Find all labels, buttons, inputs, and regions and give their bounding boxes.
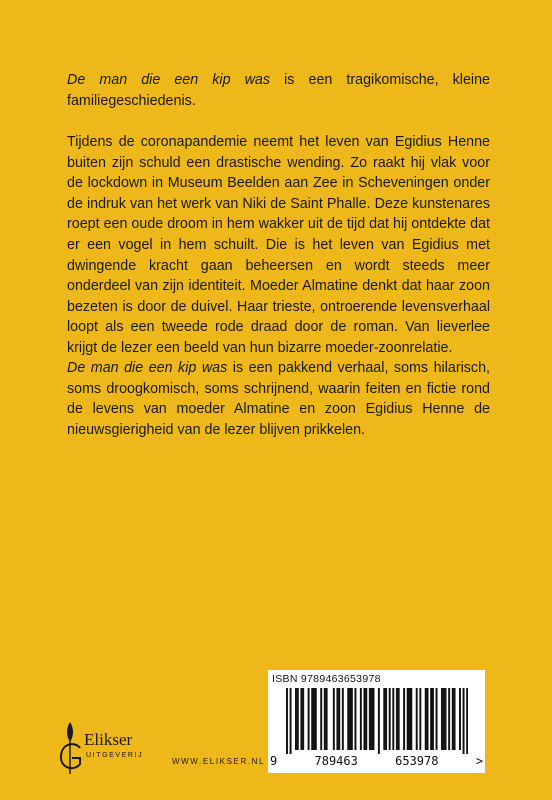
barcode-bar [302, 688, 304, 750]
barcode-bar [425, 688, 427, 750]
barcode-bar [398, 688, 400, 750]
feather-g-icon [56, 718, 86, 776]
barcode-bar [459, 688, 461, 750]
publisher-subtitle: UITGEVERIJ [86, 752, 144, 759]
barcode [286, 688, 468, 754]
barcode-bar [363, 688, 365, 750]
barcode-bar [295, 688, 297, 750]
blurb-paragraph-2: Tijdens de coronapandemie neemt het leven van Egidius Henne buiten zijn schuld een drastische wending. Zo raakt hij vlak voor de lockdown in Museum Beelden aan Zee in Scheveningen onder de indruk van het werk van Niki de Saint Phalle. Deze kunstenares roept een oude droom in hem wakker uit de tijd dat hij ontdekte dat er een vogel in hem schuilt. Die is het leven van Egidius met dwingende kracht gaan beheersen en wordt steeds meer onderdeel van zijn identiteit. Moeder Almatine denkt dat haar zoon bezeten is door de duivel. Haar trieste, ontroerende levensverhaal loopt als een tweede rode draad door de roman. Van lieverlee krijgt de lezer een beeld van hun bizarre moeder-zoonrelatie. [67, 134, 490, 356]
barcode-bar [443, 688, 445, 750]
barcode-bar [441, 688, 443, 750]
blurb-text: is een tragikomische, kleine familiegeschiedenis. [67, 72, 490, 109]
barcode-digit-end: > [475, 754, 483, 768]
barcode-bar [430, 688, 432, 750]
barcode-bar [427, 688, 429, 750]
blurb-text: is een pakkend verhaal, soms hilarisch, soms droogkomisch, soms schrijnend, waarin feiten en fictie rond de levens van moeder Almatine en zoon Egidius Henne de nieuwsgierigheid van de lezer blijven prikkelen. [67, 360, 491, 438]
blurb-paragraph-3 [67, 358, 490, 440]
barcode-bar [326, 688, 328, 750]
barcode-bar [396, 688, 398, 750]
barcode-bar [311, 688, 313, 750]
barcode-bar [383, 688, 385, 750]
barcode-digit-group-2: 653978 [395, 754, 439, 768]
barcode-bar [407, 688, 409, 750]
barcode-bar [385, 688, 387, 750]
barcode-bar [448, 688, 450, 750]
barcode-digits [270, 754, 483, 768]
book-title-italic: De man die een kip was [67, 360, 228, 376]
barcode-bar [378, 688, 380, 754]
barcode-bar [416, 688, 418, 750]
barcode-digit-group-1: 789463 [314, 754, 358, 768]
barcode-bar [347, 688, 349, 750]
barcode-bar [290, 688, 292, 754]
barcode-bar [354, 688, 356, 750]
barcode-bar [324, 688, 326, 750]
barcode-bar [466, 688, 468, 754]
barcode-bar [313, 688, 315, 750]
barcode-bar [286, 688, 288, 754]
barcode-bar [445, 688, 447, 750]
publisher-logo [56, 718, 146, 778]
barcode-bar [360, 688, 362, 750]
barcode-bar [410, 688, 412, 750]
barcode-bar [432, 688, 434, 750]
barcode-bar [463, 688, 465, 754]
publisher-name: Elikser [84, 730, 133, 749]
barcode-bar [454, 688, 456, 750]
barcode-bar [300, 688, 302, 750]
barcode-bar [409, 688, 411, 750]
barcode-bar [338, 688, 340, 750]
barcode-bar [369, 688, 371, 750]
barcode-bar [371, 688, 373, 750]
barcode-bar [452, 688, 454, 750]
barcode-bar [389, 688, 391, 750]
barcode-bar [342, 688, 344, 750]
barcode-bar [320, 688, 322, 750]
barcode-bar [333, 688, 335, 750]
barcode-bar [373, 688, 375, 750]
barcode-bar [351, 688, 353, 750]
barcode-bar [436, 688, 438, 750]
blurb-paragraph-1 [67, 70, 490, 111]
barcode-bar [392, 688, 394, 750]
barcode-bar [403, 688, 405, 750]
barcode-bar [365, 688, 367, 750]
barcode-bar [349, 688, 351, 750]
publisher-website: WWW.ELIKSER.NL [172, 757, 266, 766]
barcode-bar [336, 688, 338, 750]
isbn-barcode-panel [268, 670, 485, 773]
barcode-digit-lead: 9 [270, 754, 278, 768]
barcode-bar [297, 688, 299, 750]
barcode-bar [419, 688, 421, 750]
barcode-bar [308, 688, 310, 750]
barcode-bar [315, 688, 317, 750]
isbn-label: ISBN 9789463653978 [272, 673, 381, 685]
book-title-italic: De man die een kip was [67, 72, 271, 88]
